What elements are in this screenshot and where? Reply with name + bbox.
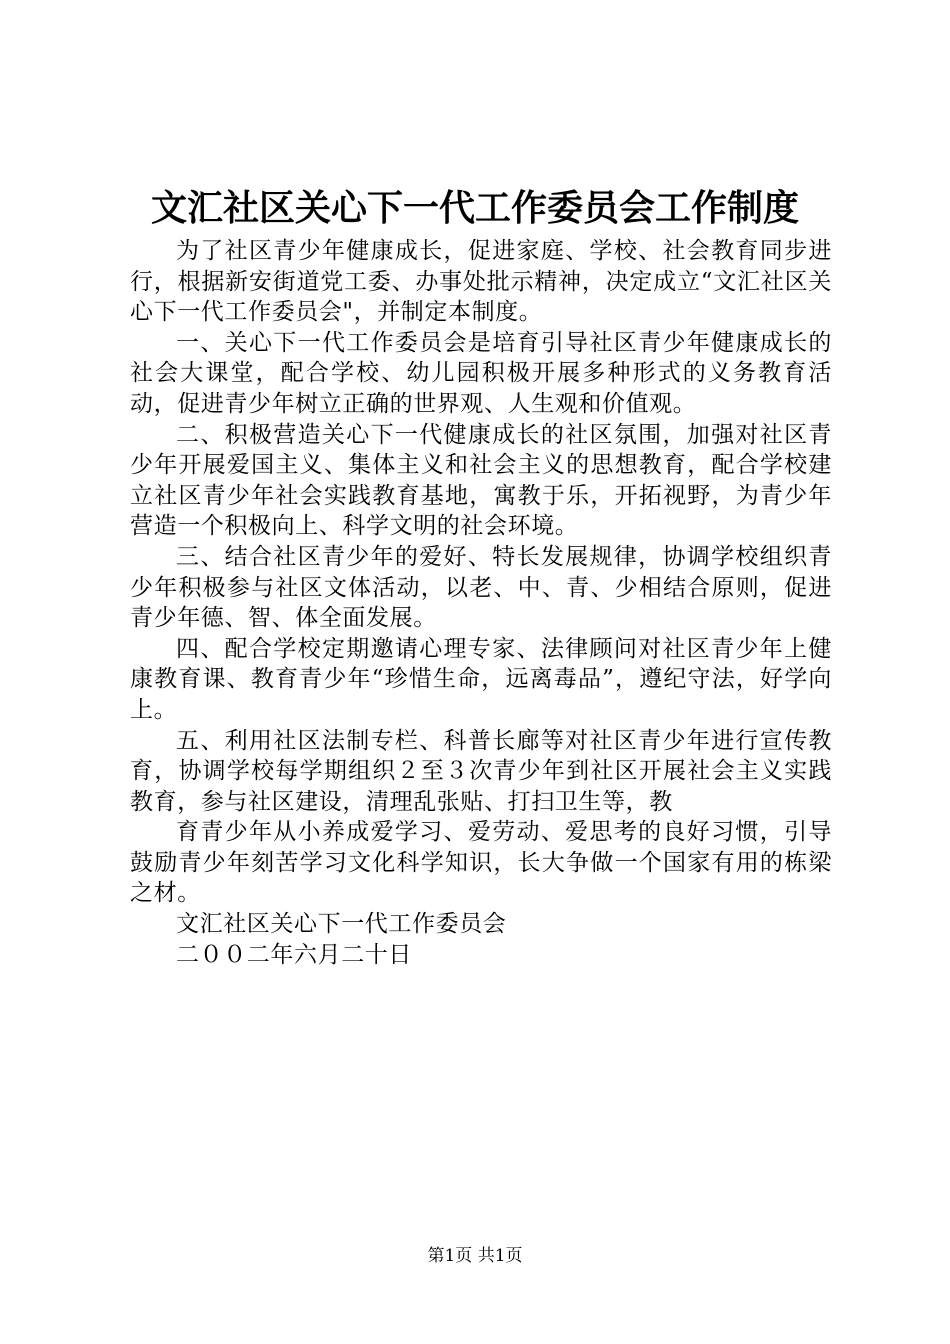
paragraph-item-5-continued: 育青少年从小养成爱学习、爱劳动、爱思考的良好习惯，引导鼓励青少年刻苦学习文化科学知识，长大争做一个国家有用的栋梁之材。 xyxy=(130,819,832,907)
paragraph-item-3: 三、结合社区青少年的爱好、特长发展规律，协调学校组织青少年积极参与社区文体活动，以老、中、青、少相结合原则，促进青少年德、智、体全面发展。 xyxy=(130,543,832,632)
page-number-footer: 第1页 共1页 xyxy=(427,1246,523,1266)
paragraph-intro: 为了社区青少年健康成长，促进家庭、学校、社会教育同步进行，根据新安街道党工委、办事处批示精神，决定成立“文汇社区关心下一代工作委员会"，并制定本制度。 xyxy=(130,238,832,326)
signature-organization: 文汇社区关心下一代工作委员会 xyxy=(176,911,507,938)
paragraph-item-4: 四、配合学校定期邀请心理专家、法律顾问对社区青少年上健康教育课、教育青少年“珍惜生命，远离毒品”，遵纪守法，好学向上。 xyxy=(130,635,832,723)
paragraph-item-5: 五、利用社区法制专栏、科普长廊等对社区青少年进行宣传教育，协调学校每学期组织２至３次青少年到社区开展社会主义实践教育，参与社区建设，清理乱张贴、打扫卫生等，教 xyxy=(130,727,832,815)
paragraph-item-2: 二、积极营造关心下一代健康成长的社区氛围，加强对社区青少年开展爱国主义、集体主义和社会主义的思想教育，配合学校建立社区青少年社会实践教育基地，寓教于乐，开拓视野，为青少年营造一个积极向上、科学文明的社会环境。 xyxy=(130,421,832,540)
signature-date: 二００二年六月二十日 xyxy=(176,941,412,968)
document-body xyxy=(130,236,832,970)
document-title: 文汇社区关心下一代工作委员会工作制度 xyxy=(150,187,799,229)
paragraph-item-1: 一、关心下一代工作委员会是培育引导社区青少年健康成长的社会大课堂，配合学校、幼儿园积极开展多种形式的义务教育活动，促进青少年树立正确的世界观、人生观和价值观。 xyxy=(130,329,832,417)
